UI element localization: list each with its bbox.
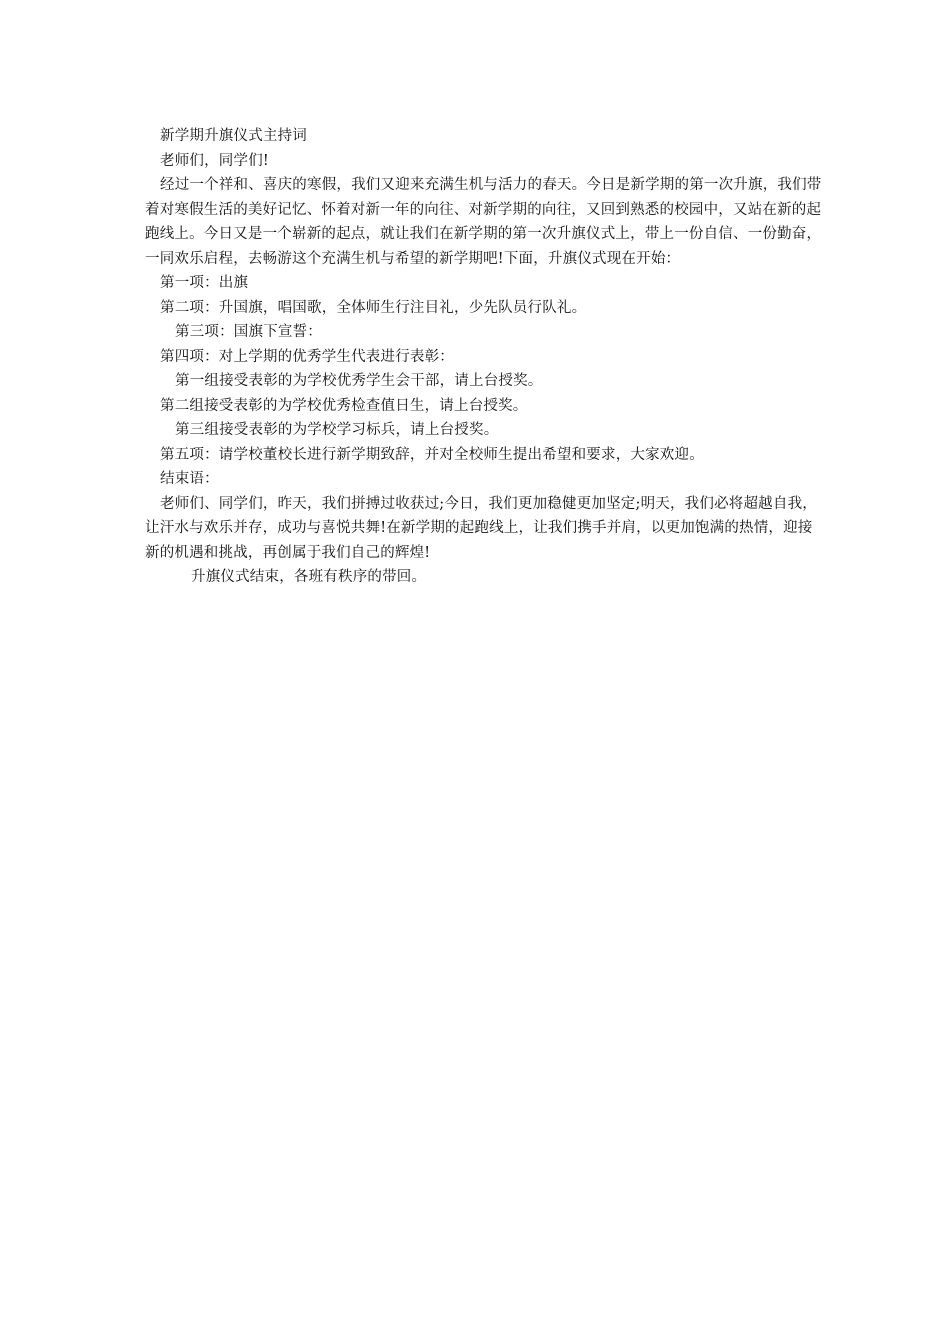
award-group-3: 第三组接受表彰的为学校学习标兵，请上台授奖。 bbox=[175, 422, 499, 438]
opening-paragraph: 经过一个祥和、喜庆的寒假，我们又迎来充满生机与活力的春天。今日是新学期的第一次升旗，我们带着对寒假生活的美好记忆、怀着对新一年的向往、对新学期的向往，又回到熟悉的校园中，又站在新的起跑线上。今日又是一个崭新的起点，就让我们在新学期的第一次升旗仪式上，带上一份自信、一份勤奋，一同欢乐启程，去畅游这个充满生机与希望的新学期吧!下面，升旗仪式现在开始： bbox=[145, 177, 822, 267]
closing-paragraph: 老师们、同学们，昨天，我们拼搏过收获过;今日，我们更加稳健更加坚定;明天，我们必将超越自我，让汗水与欢乐并存，成功与喜悦共舞!在新学期的起跑线上，让我们携手并肩，以更加饱满的热情，迎接新的机遇和挑战，再创属于我们自己的辉煌! bbox=[145, 495, 817, 561]
program-item-5: 第五项：请学校董校长进行新学期致辞，并对全校师生提出希望和要求，大家欢迎。 bbox=[160, 446, 704, 463]
award-group-1: 第一组接受表彰的为学校优秀学生会干部，请上台授奖。 bbox=[175, 373, 543, 389]
program-item-3: 第三项：国旗下宣誓： bbox=[175, 324, 322, 340]
program-item-4: 第四项：对上学期的优秀学生代表进行表彰： bbox=[160, 348, 454, 365]
final-line: 升旗仪式结束，各班有秩序的带回。 bbox=[191, 569, 427, 585]
document-title: 新学期升旗仪式主持词 bbox=[160, 128, 307, 144]
program-item-2: 第二项：升国旗，唱国歌，全体师生行注目礼，少先队员行队礼。 bbox=[160, 299, 587, 316]
program-item-1: 第一项：出旗 bbox=[160, 275, 249, 291]
closing-label: 结束语： bbox=[160, 471, 219, 487]
award-group-2: 第二组接受表彰的为学校优秀检查值日生，请上台授奖。 bbox=[160, 397, 528, 414]
greeting-line: 老师们，同学们! bbox=[160, 152, 269, 169]
document-body bbox=[145, 124, 825, 590]
